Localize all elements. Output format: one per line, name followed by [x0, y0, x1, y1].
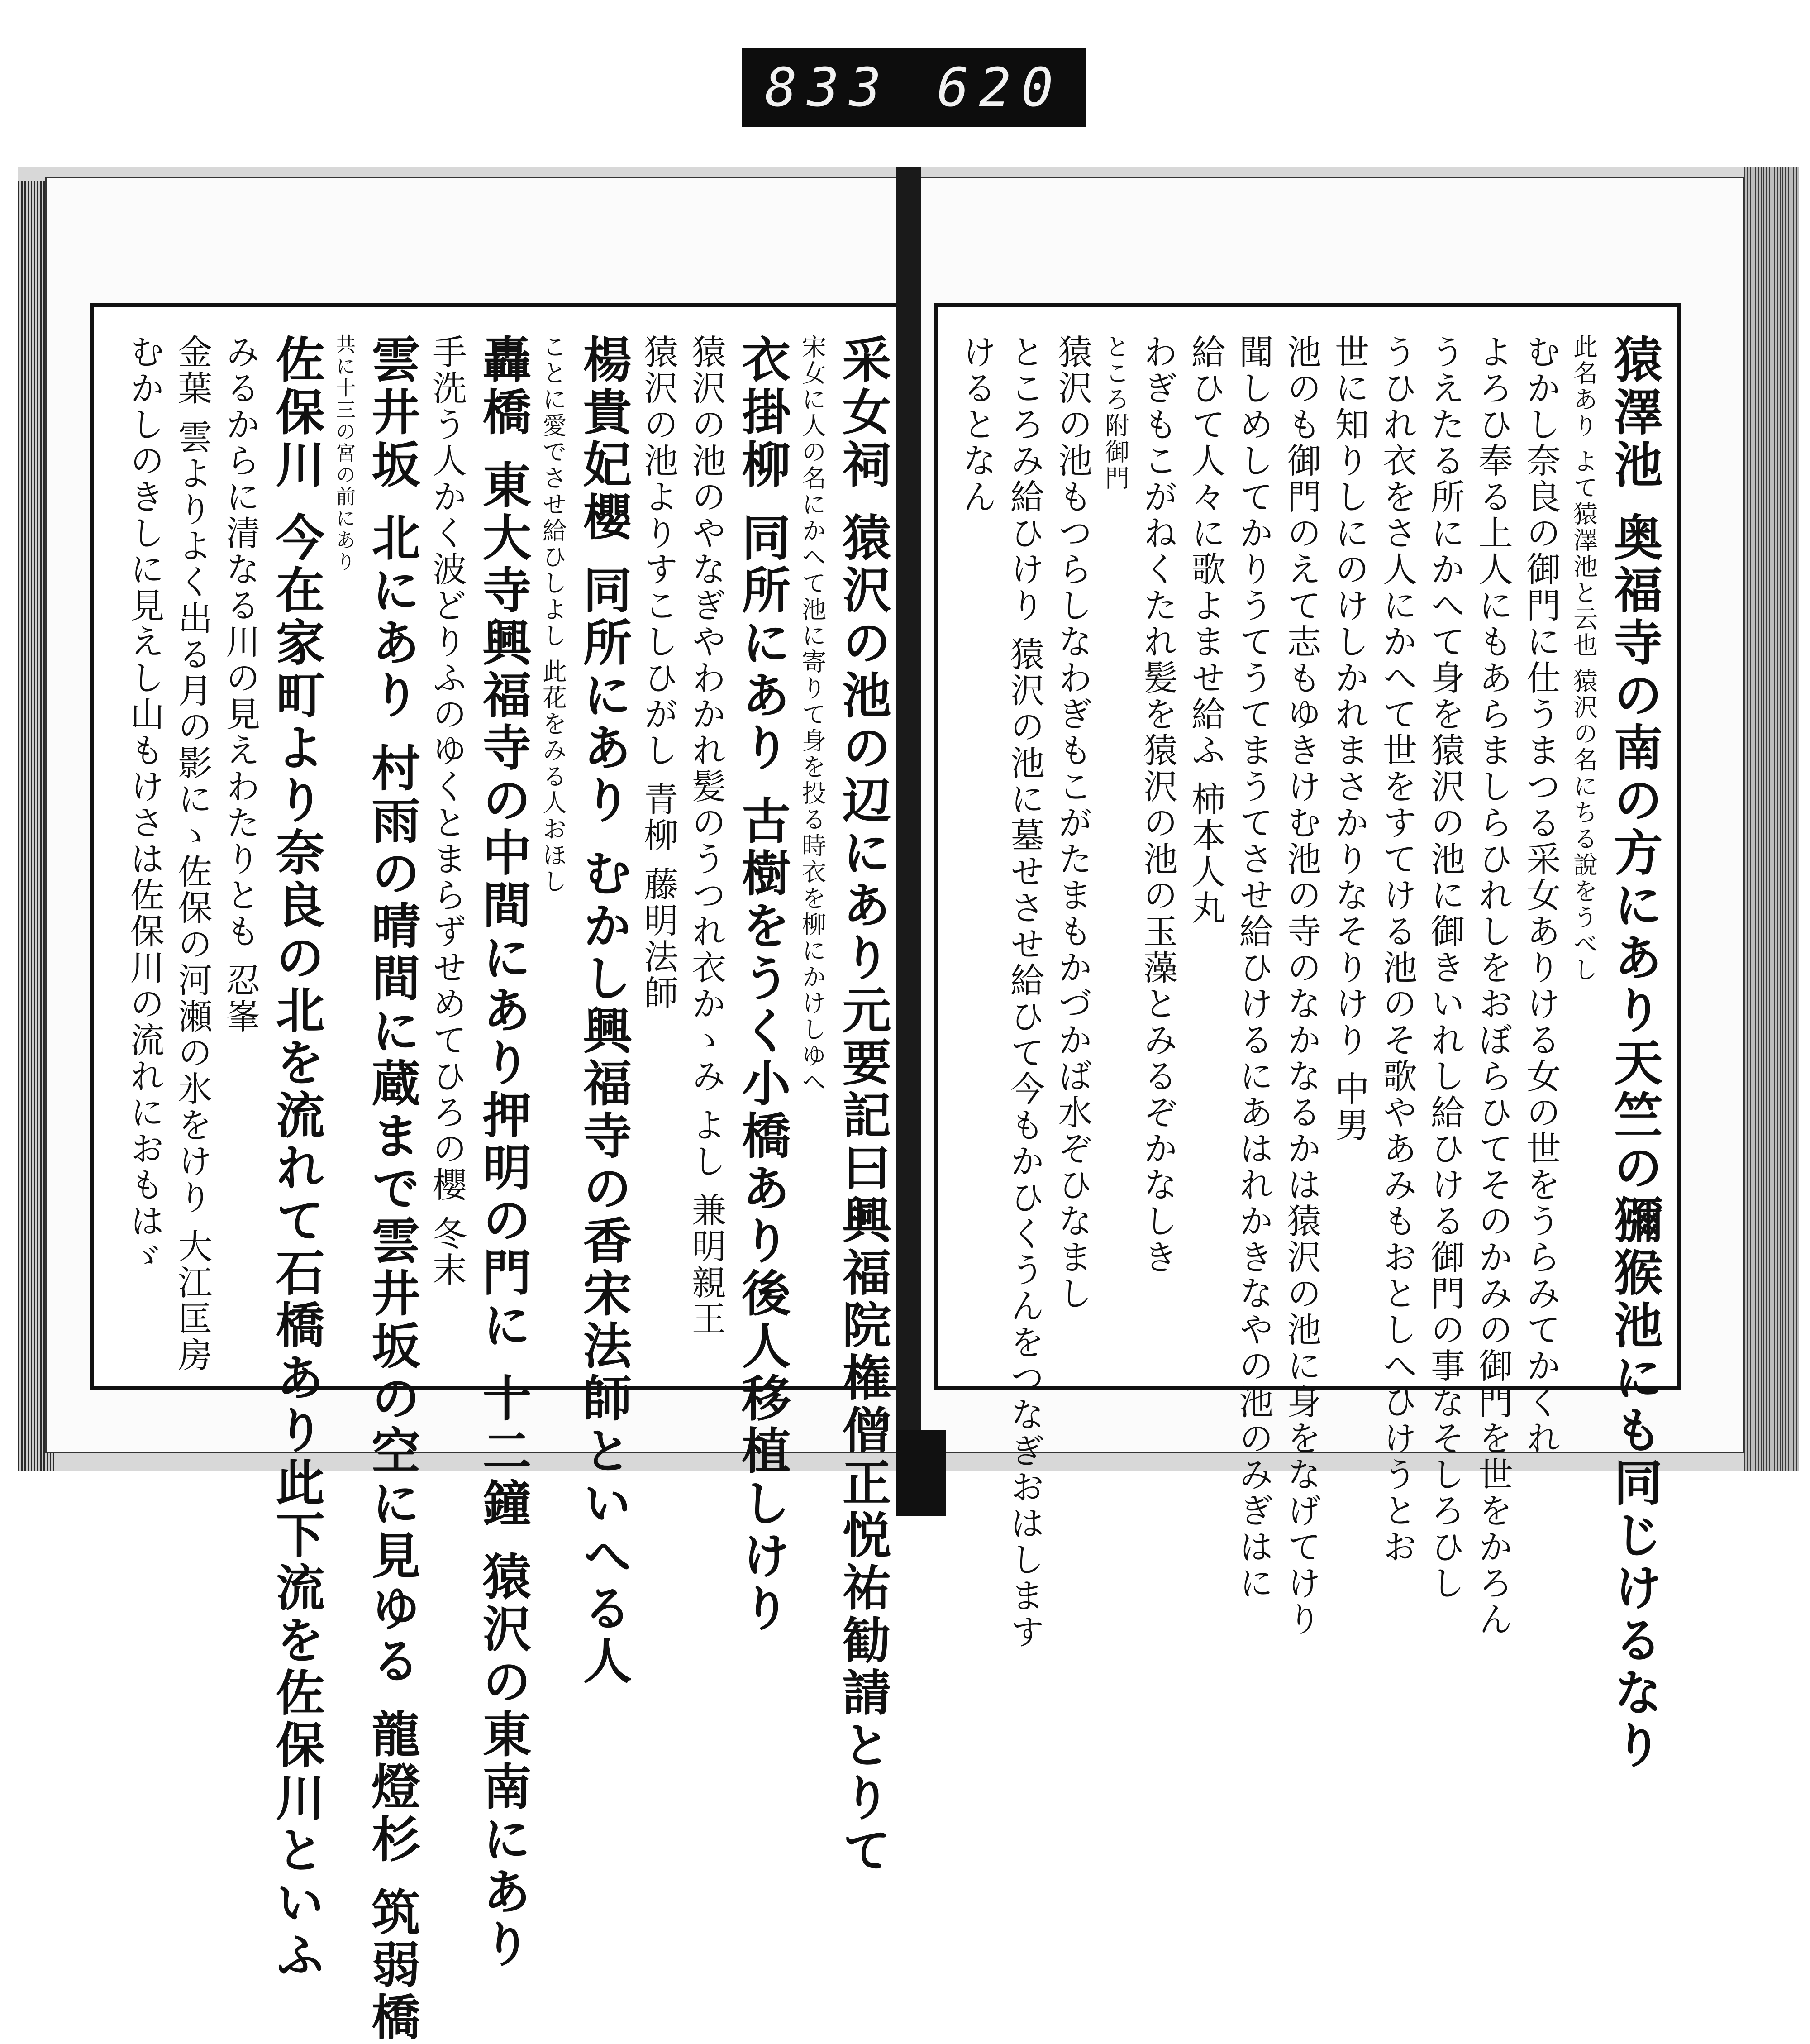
- text-column: 共に十三の宮の前にあり: [332, 334, 356, 573]
- text-column: 衣掛柳 同所にあり 古樹をうく小橋あり後人移植しけり: [733, 334, 791, 1636]
- call-number-label: [742, 48, 1086, 127]
- right-page-text-frame: [934, 303, 1681, 1772]
- text-column: 轟橋 東大寺興福寺の中間にあり押明の門に 十二鐘 猿沢の東南にあり: [474, 334, 531, 1971]
- book-gutter: [896, 167, 921, 1471]
- call-number-right: 620: [937, 56, 1063, 119]
- text-column: 楊貴妃櫻 同所にあり むかし興福寺の香宋法師といへる人: [574, 334, 632, 1688]
- text-column: 世に知りしにのけしかれまさかりなそりけり 中男: [1329, 334, 1370, 1144]
- text-column: 聞しめしてかりうてうてまうてさせ給ひけるにあはれかきなやの池のみぎはに: [1234, 334, 1274, 1601]
- text-column: 猿沢の池もつらしなわぎもこがたまもかづかば水ぞひなまし: [1053, 334, 1093, 1312]
- right-page: [916, 177, 1744, 1772]
- text-column: 池のも御門のえて志もゆきけむ池の寺のなかなるかは猿沢の池に身をなげてけり: [1281, 334, 1322, 1638]
- text-column: むかし奈良の御門に仕うまつる采女ありける女の世をうらみてかくれ: [1520, 334, 1561, 1457]
- text-column: けるとなん: [957, 334, 997, 515]
- left-page-text-frame: [90, 303, 910, 2044]
- text-column: ことに愛でさせ給ひしよし 此花をみる人おほし: [538, 334, 567, 895]
- text-column: むかしのきしに見えし山もけさは佐保川の流れにおもはゞ: [124, 334, 165, 1275]
- call-number-left: 833: [765, 56, 891, 119]
- left-page: [45, 177, 903, 2044]
- text-column: うえたる所にかへて身を猿沢の池に御きいれし給ひける御門の事なそしろひし: [1425, 334, 1466, 1601]
- text-column: 猿沢の池のやなぎやわかれ髪のうつれ衣かゝみ よし 兼明親王: [686, 334, 727, 1337]
- text-column: 金葉 雲よりよく出る月の影にゝ佐保の河瀬の氷をけり 大江匡房: [172, 334, 213, 1374]
- text-column: みるからに清なる川の見えわたりとも 忍峯: [220, 334, 261, 1035]
- book-spread: [18, 167, 1799, 2044]
- text-column: 雲井坂 北にあり 村雨の晴間に蔵まで雲井坂の空に見ゆる 龍燈杉 筑弱橋: [363, 334, 420, 2044]
- left-page-columns: [112, 334, 891, 2044]
- text-column: うひれ衣をさ人にかへて世をすてける池のそ歌やあみもおとしへひけうとお: [1377, 334, 1418, 1565]
- fore-edge-right: [1744, 167, 1799, 1471]
- text-column: 宋女に人の名にかへて池に寄りて身を投る時衣を柳にかけしゆへ: [798, 334, 827, 1095]
- text-column: よろひ奉る上人にもあらましらひれしをおぼらひてそのかみの御門を世をかろん: [1473, 334, 1514, 1638]
- text-column: 手洗う人かく波どりふのゆくとまらずせめてひろの櫻 冬末: [427, 334, 467, 1289]
- right-page-columns: [956, 334, 1662, 1772]
- text-column: わぎもこがねくたれ髪を猿沢の池の玉藻とみるぞかなしき: [1138, 334, 1178, 1275]
- text-column: 采女祠 猿沢の池の辺にあり元要記曰興福院権僧正悦祐勧請とりて: [834, 334, 891, 1877]
- text-column: 猿沢の池よりすこしひがし 青柳 藤明法師: [638, 334, 679, 1012]
- text-column: ところ附御門: [1101, 334, 1130, 492]
- gutter-clip: [896, 1430, 946, 1516]
- text-column: 佐保川 今在家町より奈良の北を流れて石橋あり此下流を佐保川といふ: [267, 334, 325, 1982]
- text-column: ところみ給ひけり 猿沢の池に墓せさせ給ひて今もかひくうんをつなぎおはします: [1005, 334, 1045, 1651]
- text-column: 猿澤池 奥福寺の南の方にあり天竺の獼猴池にも同じけるなり: [1605, 334, 1662, 1772]
- text-column: 此名あり よて猿澤池と云也 猿沢の名にちる說をうべし: [1569, 334, 1598, 984]
- text-column: 給ひて人々に歌よませ給ふ 柿本人丸: [1186, 334, 1226, 926]
